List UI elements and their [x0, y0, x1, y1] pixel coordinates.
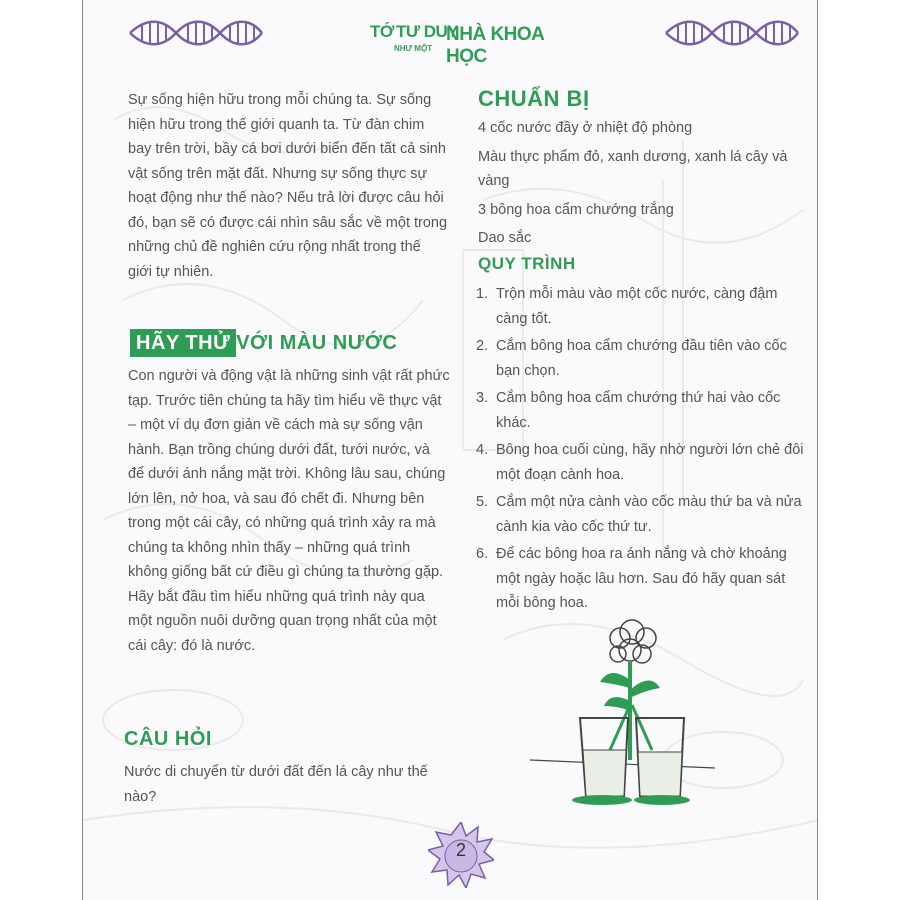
list-item: 3 bông hoa cẩm chướng trắng — [478, 201, 674, 218]
intro-paragraph: Sự sống hiện hữu trong mỗi chúng ta. Sự sống hiện hữu trong thế giới quanh ta. Từ đàn chim bay trên trời, bầy cá bơi dưới biển đến tất cả sinh vật sống trên mặt đất. Nhưng sự sống thực sự hoạt động như thế nào? Nếu trả lời được câu hỏi đó, bạn sẽ có được cái nhìn sâu sắc về một trong những chủ đề nghiên cứu rộng nhất trong thế giới tự nhiên. — [128, 92, 448, 280]
title-big: NHÀ KHOA HỌC — [446, 24, 544, 67]
carnation-icon — [610, 620, 656, 663]
procedure-step — [476, 542, 806, 616]
step-number: 3. — [476, 390, 489, 406]
dna-right-icon — [662, 16, 802, 50]
page-header — [82, 14, 818, 67]
question-heading: CÂU HỎI — [124, 728, 212, 750]
procedure-step — [476, 334, 806, 383]
step-text: Để các bông hoa ra ánh nắng và chờ khoảng một ngày hoặc lâu hơn. Sau đó hãy quan sát mỗi bông hoa. — [496, 546, 787, 611]
prepare-heading: CHUẨN BỊ — [478, 86, 590, 111]
step-text: Cắm bông hoa cẩm chướng đầu tiên vào cốc bạn chọn. — [496, 338, 787, 379]
try-heading — [130, 329, 397, 357]
step-number: 6. — [476, 546, 489, 562]
question-text: Nước di chuyển từ dưới đất đến lá cây như thế nào? — [124, 764, 428, 805]
list-item: 4 cốc nước đầy ở nhiệt độ phòng — [478, 120, 693, 136]
title-small: TƯ DUY — [396, 22, 459, 41]
prepare-list — [478, 116, 798, 255]
page-number: 2 — [455, 840, 466, 860]
glass-left-icon — [580, 718, 628, 796]
title-prefix: TỚ — [370, 22, 394, 41]
step-number: 2. — [476, 338, 489, 354]
title-small2: NHƯ MỘT — [394, 44, 433, 53]
try-heading-rest: VỚI MÀU NƯỚC — [236, 332, 398, 354]
book-title — [370, 22, 570, 67]
list-item: Dao sắc — [478, 230, 532, 246]
procedure-step — [476, 282, 806, 331]
try-heading-boxed: HÃY THỬ — [130, 329, 236, 357]
step-text: Cắm bông hoa cẩm chướng thứ hai vào cốc khác. — [496, 390, 781, 431]
page-number-badge — [428, 822, 494, 888]
flower-in-glasses-illustration — [530, 610, 720, 810]
dna-left-icon — [126, 16, 266, 50]
try-paragraph: Con người và động vật là những sinh vật rất phức tạp. Trước tiên chúng ta hãy tìm hiểu về thực vật – một ví dụ đơn giản về cách mà sự sống vận hành. Bạn trồng chúng dưới đất, tưới nước, và để dưới ánh nắng mặt trời. Không lâu sau, chúng lớn lên, nở hoa, và sau đó chết đi. Nhưng bên trong một cái cây, có những quá trình xảy ra mà chúng ta không nhìn thấy – những quá trình không giống bất cứ điều gì chúng ta thường gặp. Hãy bắt đầu tìm hiểu những quá trình này qua một nguồn nuôi dưỡng quan trọng nhất của một cái cây: đó là nước. — [128, 368, 450, 654]
step-number: 4. — [476, 442, 489, 458]
step-number: 5. — [476, 494, 489, 510]
list-item: Màu thực phẩm đỏ, xanh dương, xanh lá cây và vàng — [478, 148, 788, 189]
procedure-step — [476, 490, 806, 539]
procedure-step — [476, 386, 806, 435]
procedure-list — [476, 282, 806, 619]
procedure-heading: QUY TRÌNH — [478, 254, 576, 273]
step-text: Bông hoa cuối cùng, hãy nhờ người lớn chẻ đôi một đoạn cành hoa. — [496, 442, 804, 483]
step-number: 1. — [476, 286, 489, 302]
procedure-step — [476, 438, 806, 487]
step-text: Trộn mỗi màu vào một cốc nước, càng đậm càng tốt. — [496, 286, 778, 327]
step-text: Cắm một nửa cành vào cốc màu thứ ba và nửa cành kia vào cốc thứ tư. — [496, 494, 802, 535]
